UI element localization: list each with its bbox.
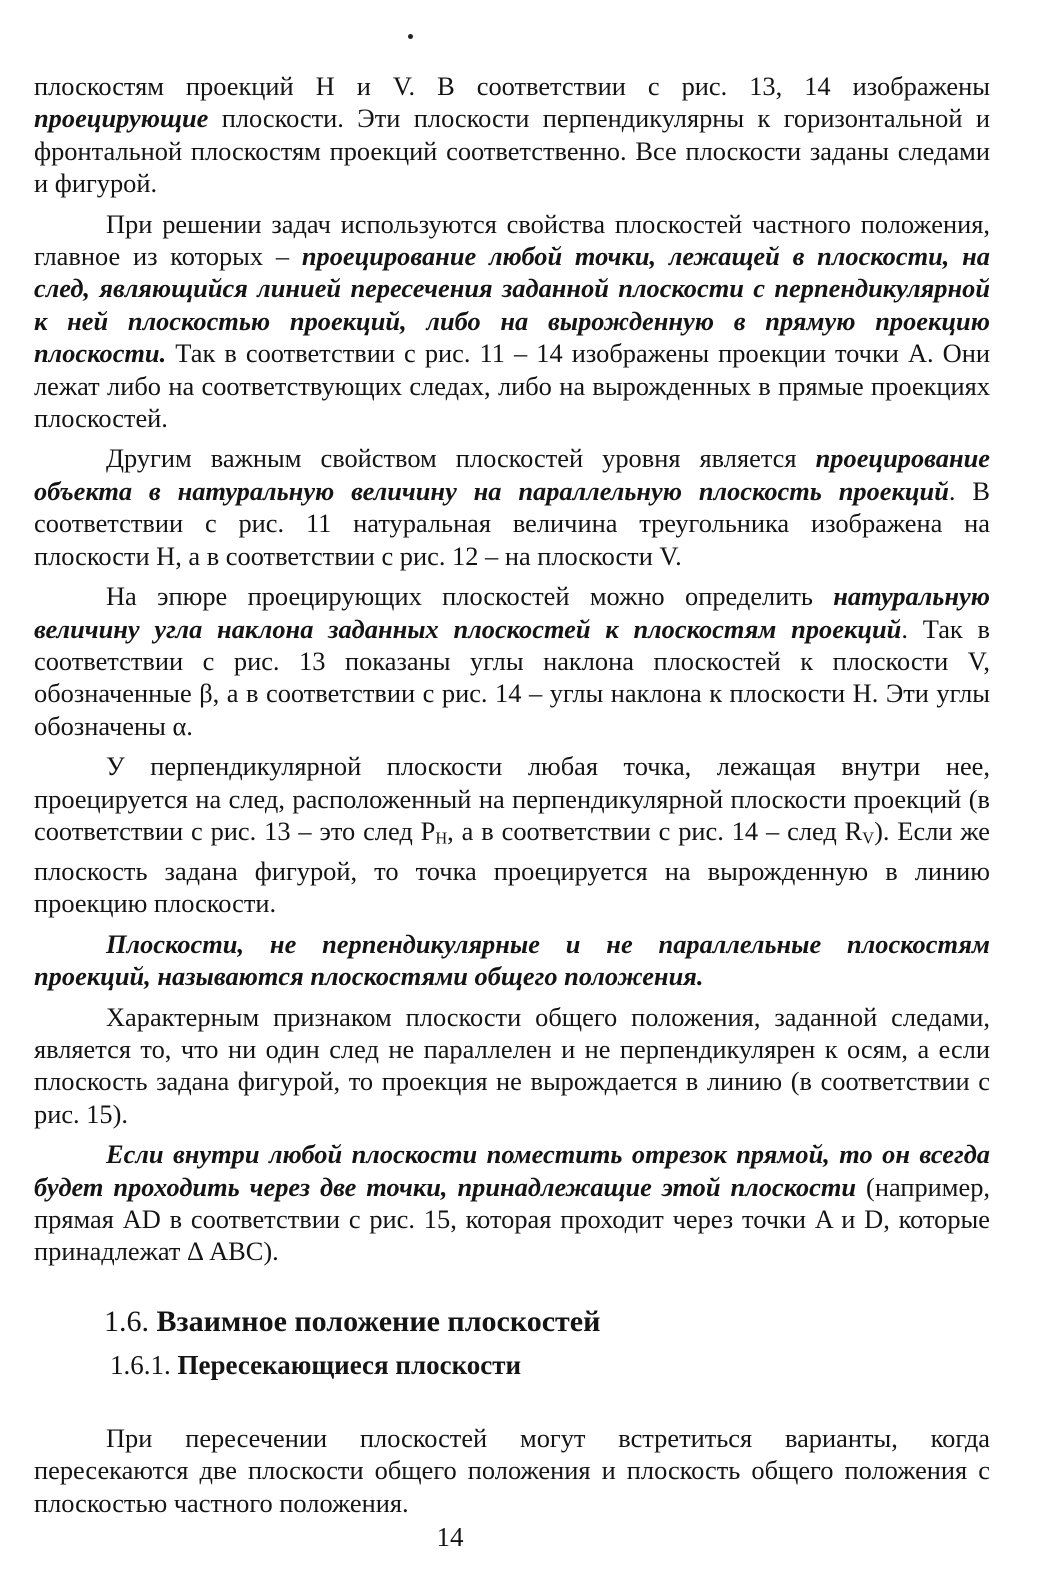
text: ). Если же плоскость задана фигурой, то точка проецируется на вырожденную в линию проекцию плоскости. bbox=[34, 815, 990, 919]
text: На эпюре проецирующих плоскостей можно определить bbox=[106, 581, 834, 612]
subsection-heading bbox=[110, 1348, 990, 1382]
text: плоскости. Эти плоскости перпендикулярны к горизонтальной и фронтальной плоскостям проекций соответственно. Все плоскости заданы следами и фигурой. bbox=[34, 103, 990, 199]
paragraph-7 bbox=[34, 1001, 990, 1131]
text: , а в соответствии с рис. 14 – след R bbox=[447, 815, 863, 846]
paragraph-4 bbox=[34, 580, 990, 742]
text: Другим важным свойством плоскостей уровня является bbox=[106, 443, 816, 474]
text: . В соответствии с рис. 11 натуральная величина треугольника изображена на плоскости H, а в соответствии с рис. 12 – на плоскости V. bbox=[34, 475, 990, 571]
section-title: Взаимное положение плоскостей bbox=[156, 1304, 601, 1338]
text: При решении задач используются свойства плоскостей частного положения, главное из которых – bbox=[34, 208, 990, 272]
emphasis: Плоскости, не перпендикулярные и не параллельные плоскостям проекций, называются плоскостями общего положения. bbox=[34, 928, 990, 992]
emphasis: Если внутри любой плоскости поместить отрезок прямой, то он всегда будет проходить через две точки, принадлежащие этой плоскости bbox=[34, 1139, 990, 1202]
speck bbox=[408, 34, 413, 39]
subscript: V bbox=[862, 828, 875, 848]
emphasis: проецирование объекта в натуральную величину на параллельную плоскость проекций bbox=[34, 443, 990, 506]
paragraph-5 bbox=[34, 750, 990, 920]
text: (например, прямая AD в соответствии с рис. 15, которая проходит через точки A и D, которые принадлежат Δ ABC). bbox=[34, 1171, 990, 1267]
paragraph-6-definition bbox=[34, 928, 990, 993]
subsection-number: 1.6.1. bbox=[110, 1349, 171, 1380]
text: . Так в соответствии с рис. 13 показаны углы наклона плоскостей к плоскости V, обозначенные β, а в соответствии с рис. 14 – углы наклона к плоскости H. Эти углы обозначены α. bbox=[34, 613, 990, 741]
page-body bbox=[34, 70, 990, 1519]
emphasis: проецирующие bbox=[34, 103, 209, 134]
paragraph-8 bbox=[34, 1138, 990, 1268]
emphasis: проецирование любой точки, лежащей в плоскости, на след, являющийся линией пересечения заданной плоскости с перпендикулярной к ней плоскостью проекций, либо на вырожденную в прямую проекцию плоскости. bbox=[34, 241, 990, 369]
text: Так в соответствии с рис. 11 – 14 изображены проекции точки A. Они лежат либо на соответствующих следах, либо на вырожденных в прямые проекциях плоскостей. bbox=[34, 338, 990, 434]
spacer bbox=[34, 1382, 990, 1422]
section-heading bbox=[104, 1304, 990, 1340]
subsection-title: Пересекающиеся плоскости bbox=[177, 1349, 522, 1380]
text: При пересечении плоскостей могут встретиться варианты, когда пересекаются две плоскости общего положения и плоскость общего положения с плоскостью частного положения. bbox=[34, 1422, 990, 1518]
emphasis: натуральную величину угла наклона заданных плоскостей к плоскостям проекций bbox=[34, 581, 990, 644]
text: плоскостям проекций H и V. В соответствии с рис. 13, 14 изображены bbox=[34, 71, 990, 101]
text: У перпендикулярной плоскости любая точка, лежащая внутри нее, проецируется на след, расположенный на перпендикулярной плоскости проекций (в соответствии с рис. 13 – это след P bbox=[34, 751, 990, 846]
paragraph-3 bbox=[34, 442, 990, 572]
paragraph-1 bbox=[34, 70, 990, 200]
subscript: H bbox=[435, 828, 448, 848]
text: Характерным признаком плоскости общего положения, заданной следами, является то, что ни один след не параллелен и не перпендикулярен к осям, а если плоскость задана фигурой, то проекция не вырождается в линию (в соответствии с рис. 15). bbox=[34, 1001, 990, 1129]
page-number: 14 bbox=[436, 1522, 464, 1552]
paragraph-2 bbox=[34, 208, 990, 435]
paragraph-9 bbox=[34, 1422, 990, 1519]
section-number: 1.6. bbox=[104, 1304, 149, 1338]
